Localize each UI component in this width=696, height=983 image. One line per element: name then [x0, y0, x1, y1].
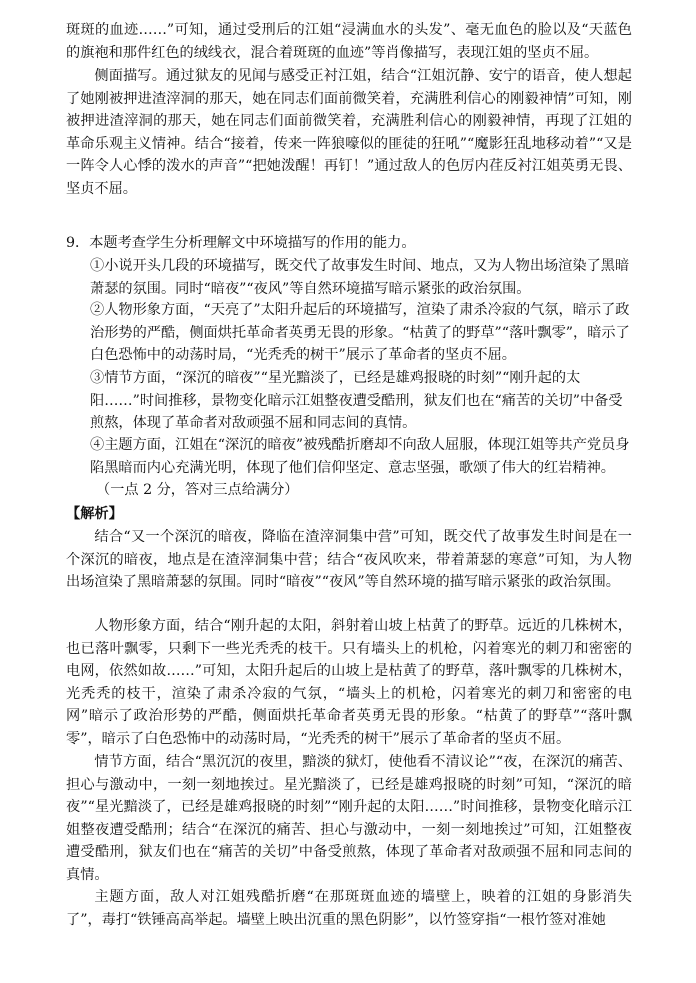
analysis-heading: 【解析】	[66, 506, 123, 522]
paragraph-side-description: 侧面描写。通过狱友的见闻与感受正衬江姐，结合“江姐沉静、安宁的语音，使人想起了她刚被押进渣滓洞的那天，她在同志们面前微笑着，充满胜利信心的刚毅神情”可知，刚被押进渣滓洞的那天，她在同志们面前微笑着，充满胜利信心的刚毅神情，再现了江姐的革命乐观主义情神。结合“接着，传来一阵狼嚎似的匪徒的狂吼”“魔影狂乱地移动着”“又是一阵令人心悸的泼水的声音”“把她泼醒！再钉！”通过敌人的色厉内荏反衬江姐英勇无畏、坚贞不屈。	[66, 68, 632, 197]
analysis-paragraph-plot: 情节方面，结合“黑沉沉的夜里，黯淡的狱灯，使他看不清议论”“夜，在深沉的痛苦、担心与激动中，一刻一刻地挨过。星光黯淡了，已经是雄鸡报晓的时刻”可知，“深沉的暗夜”“星光黯淡了，已经是雄鸡报晓的时刻”“刚升起的太阳……”时间推移，景物变化暗示江姐整夜遭受酷刑；结合“在深沉的痛苦、担心与激动中，一刻一刻地挨过”可知，江姐整夜遭受酷刑，狱友们也在“痛苦的关切”中备受煎熬，体现了革命者对敌顽强不屈和同志间的真情。	[66, 754, 632, 883]
paragraph-continued: 斑斑的血迹……”可知，通过受刑后的江姐“浸满血水的头发”、毫无血色的脸以及“天蓝色的旗袍和那件红色的绒线衣，混合着斑斑的血迹”等肖像描写，表现江姐的坚贞不屈。	[66, 22, 632, 61]
question-9-heading: 9．本题考查学生分析理解文中环境描写的作用的能力。	[66, 235, 416, 251]
answer-point-2: ②人物形象方面，“天亮了”太阳升起后的环境描写，渲染了肃杀冷寂的气氛，暗示了政治形势的严酷，侧面烘托革命者英勇无畏的形象。“枯黄了的野草”“落叶飘零”，暗示了白色恐怖中的动荡时局，“光秃秃的树干”展示了革命者的坚贞不屈。	[90, 302, 630, 364]
analysis-paragraph-character: 人物形象方面，结合“刚升起的太阳，斜射着山坡上枯黄了的野草。远近的几株树木，也已落叶飘零，只剩下一些光秃秃的枝干。只有墙头上的机枪，闪着寒光的刺刀和密密的电网，依然如故……”可知，太阳升起后的山坡上是枯黄了的野草，落叶飘零的几株树木，光秃秃的枝干，渲染了肃杀冷寂的气氛，“墙头上的机枪，闪着寒光的刺刀和密密的电网”暗示了政治形势的严酷，侧面烘托革命者英勇无畏的形象。“枯黄了的野草”“落叶飘零”，暗示了白色恐怖中的动荡时局，“光秃秃的树干”展示了革命者的坚贞不屈。	[66, 618, 632, 747]
scoring-note: （一点 2 分，答对三点给满分）	[96, 482, 299, 498]
answer-point-4: ④主题方面，江姐在“深沉的暗夜”被残酷折磨却不向敌人屈服，体现江姐等共产党员身陷黑暗而内心充满光明，体现了他们信仰坚定、意志坚强，歌颂了伟大的红岩精神。	[90, 437, 630, 476]
analysis-paragraph-setting: 结合“又一个深沉的暗夜，降临在渣滓洞集中营”可知，既交代了故事发生时间是在一个深沉的暗夜，地点是在渣滓洞集中营；结合“夜风吹来，带着萧瑟的寒意”可知，为人物出场渲染了黑暗萧瑟的氛围。同时“暗夜”“夜风”等自然环境的描写暗示紧张的政治氛围。	[66, 529, 632, 591]
answer-point-1: ①小说开头几段的环境描写，既交代了故事发生时间、地点，又为人物出场渲染了黑暗萧瑟的氛围。同时“暗夜”“夜风”等自然环境描写暗示紧张的政治氛围。	[90, 258, 630, 297]
answer-point-3: ③情节方面，“深沉的暗夜”“星光黯淡了，已经是雄鸡报晓的时刻”“刚升起的太阳……”时间推移，景物变化暗示江姐整夜遭受酷刑，狱友们也在“痛苦的关切”中备受煎熬，体现了革命者对敌顽强不屈和同志间的真情。	[90, 370, 623, 432]
analysis-paragraph-theme: 主题方面，敌人对江姐残酷折磨“在那斑斑血迹的墙壁上，映着的江姐的身影消失了”，毒打“铁锤高高举起。墙壁上映出沉重的黑色阴影”，以竹签穿指“一根竹签对准她	[66, 889, 632, 928]
